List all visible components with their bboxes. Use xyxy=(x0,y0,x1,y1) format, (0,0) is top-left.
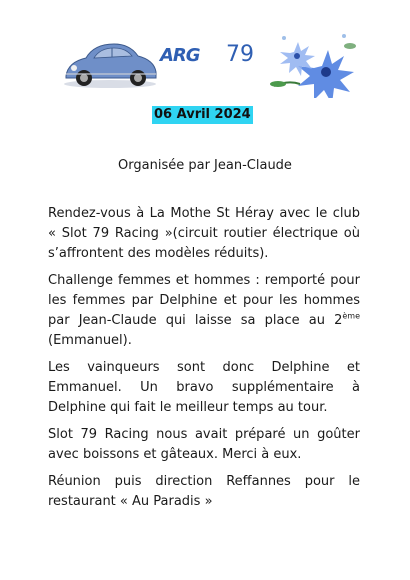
event-date: 06 Avril 2024 xyxy=(154,107,251,122)
paragraph-2-end: (Emmanuel). xyxy=(48,333,132,348)
paragraph-4: Slot 79 Racing nous avait préparé un goûter avec boissons et gâteaux. Merci à eux. xyxy=(48,427,360,462)
logo-number: 79 xyxy=(226,42,254,67)
organizer-line: Organisée par Jean-Claude xyxy=(118,158,292,173)
vintage-car-icon xyxy=(60,32,160,92)
article-body xyxy=(48,204,360,519)
paragraph-3: Les vainqueurs sont donc Delphine et Emmanuel. Un bravo supplémentaire à Delphine qui fait le meilleur temps au tour. xyxy=(48,360,360,415)
logo-mark: ARG xyxy=(160,45,200,66)
header xyxy=(0,0,410,100)
paragraph-2-text: Challenge femmes et hommes : remporté pour les femmes par Delphine et pour les hommes par Jean-Claude qui laisse sa place au 2 xyxy=(48,273,360,328)
club-logo xyxy=(160,40,260,72)
ordinal-suffix: ème xyxy=(342,311,360,321)
cornflower-icon xyxy=(264,26,364,98)
paragraph-2 xyxy=(48,271,360,351)
paragraph-5: Réunion puis direction Reffannes pour le restaurant « Au Paradis » xyxy=(48,474,360,509)
paragraph-1: Rendez-vous à La Mothe St Héray avec le club « Slot 79 Racing »(circuit routier électrique où s’affrontent des modèles réduits). xyxy=(48,206,360,261)
